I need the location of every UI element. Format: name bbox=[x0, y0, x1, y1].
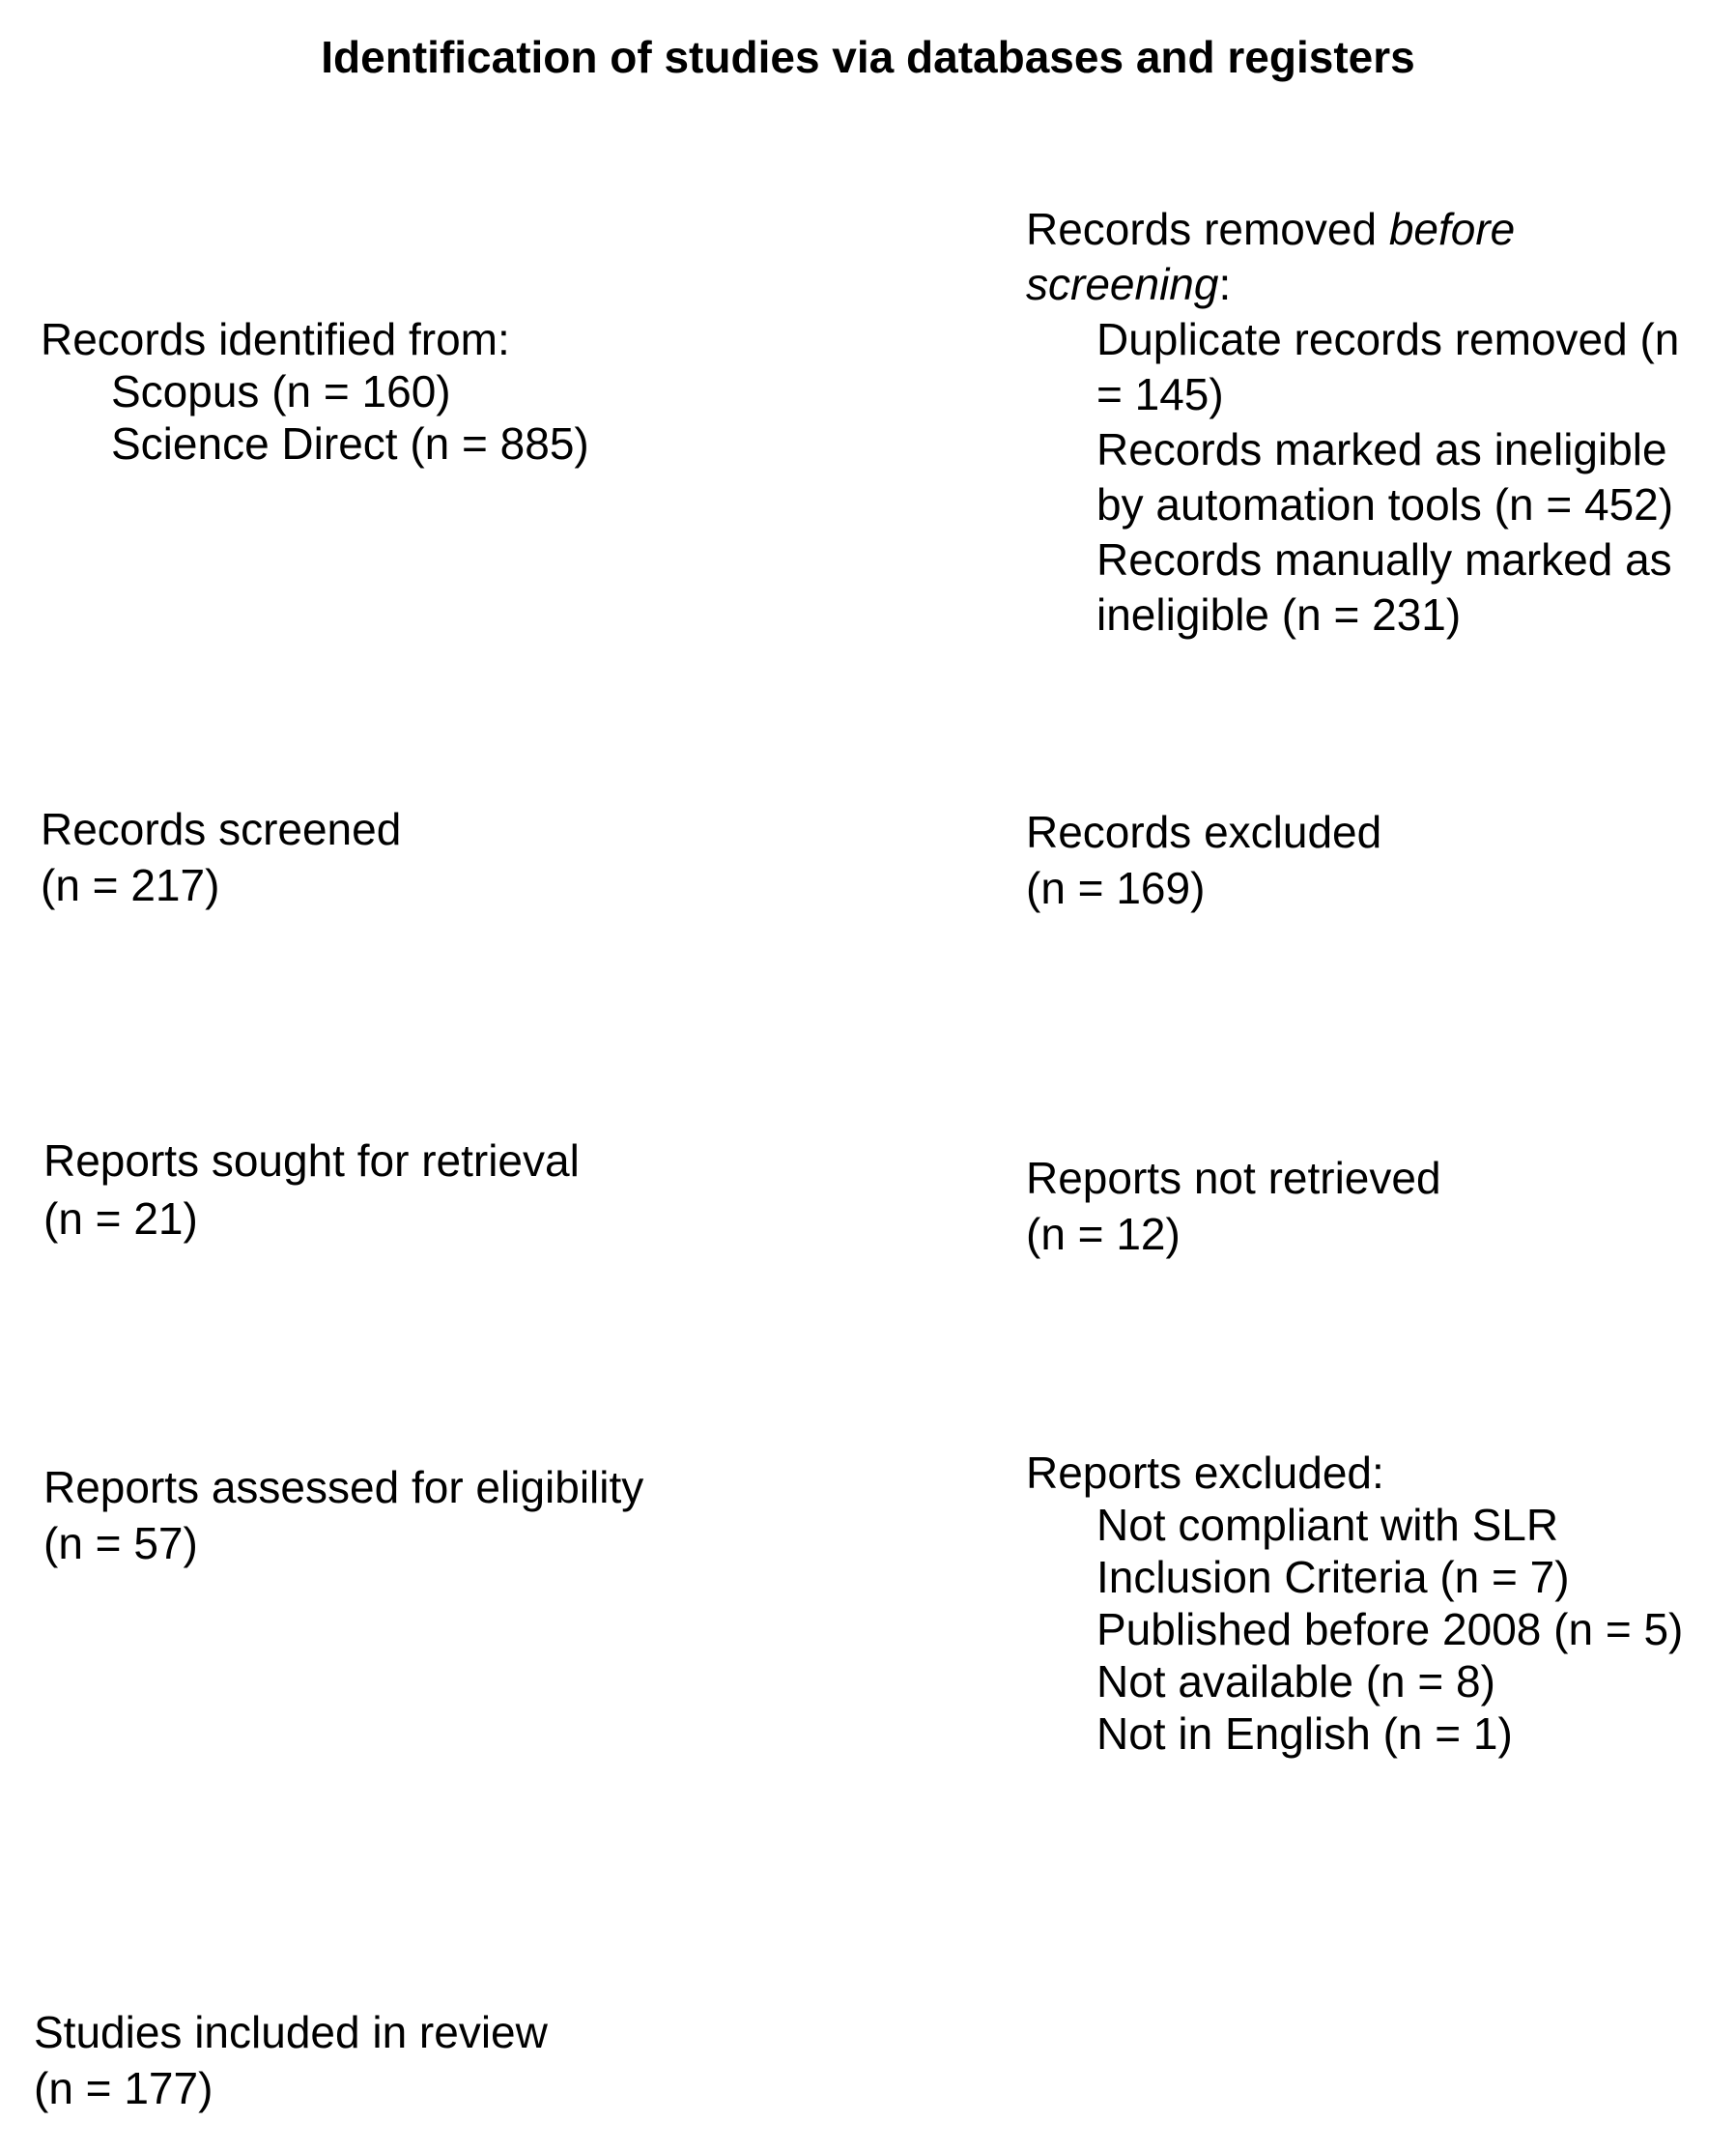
reports-sought-label: Reports sought for retrieval bbox=[43, 1135, 580, 1186]
reports-excluded-item-slr-line1: Not compliant with SLR bbox=[1096, 1500, 1559, 1550]
records-removed-item-manual-line1: Records manually marked as bbox=[1096, 534, 1672, 585]
records-removed-item-duplicate-line1: Duplicate records removed (n bbox=[1096, 314, 1680, 364]
records-removed-heading-line2: screening: bbox=[1026, 259, 1232, 309]
records-excluded-box bbox=[1026, 804, 1381, 916]
records-identified-box bbox=[41, 313, 589, 470]
reports-not-retrieved-count: (n = 12) bbox=[1026, 1209, 1181, 1259]
studies-included-label: Studies included in review bbox=[34, 2007, 548, 2057]
reports-excluded-heading: Reports excluded: bbox=[1026, 1448, 1384, 1498]
studies-included-box bbox=[34, 2004, 548, 2116]
records-removed-before-italic: before bbox=[1388, 204, 1516, 254]
records-identified-item-scopus: Scopus (n = 160) bbox=[111, 366, 451, 416]
records-identified-item-sciencedirect: Science Direct (n = 885) bbox=[111, 418, 589, 469]
records-excluded-label: Records excluded bbox=[1026, 807, 1382, 857]
reports-sought-box bbox=[43, 1132, 580, 1248]
records-removed-box bbox=[1026, 202, 1679, 643]
reports-sought-count: (n = 21) bbox=[43, 1193, 198, 1244]
records-removed-screening-italic: screening bbox=[1026, 259, 1219, 309]
records-removed-item-automation-line2: by automation tools (n = 452) bbox=[1096, 479, 1674, 530]
records-screened-label: Records screened bbox=[41, 804, 402, 854]
records-removed-item-manual-line2: ineligible (n = 231) bbox=[1096, 589, 1462, 640]
reports-assessed-count: (n = 57) bbox=[43, 1518, 198, 1568]
reports-excluded-box bbox=[1026, 1447, 1683, 1760]
reports-assessed-box bbox=[43, 1459, 643, 1571]
records-screened-count: (n = 217) bbox=[41, 860, 220, 910]
records-identified-heading: Records identified from: bbox=[41, 314, 510, 364]
reports-excluded-item-before2008: Published before 2008 (n = 5) bbox=[1096, 1604, 1684, 1654]
reports-excluded-item-slr-line2: Inclusion Criteria (n = 7) bbox=[1096, 1552, 1570, 1602]
reports-assessed-label: Reports assessed for eligibility bbox=[43, 1462, 644, 1512]
records-removed-item-duplicate-line2: = 145) bbox=[1096, 369, 1224, 419]
reports-not-retrieved-label: Reports not retrieved bbox=[1026, 1153, 1441, 1203]
reports-excluded-item-not-available: Not available (n = 8) bbox=[1096, 1656, 1495, 1706]
records-screened-box bbox=[41, 801, 401, 913]
reports-not-retrieved-box bbox=[1026, 1150, 1441, 1262]
reports-excluded-item-not-english: Not in English (n = 1) bbox=[1096, 1708, 1513, 1759]
records-removed-heading-line1: Records removed before bbox=[1026, 204, 1516, 254]
records-removed-item-automation-line1: Records marked as ineligible bbox=[1096, 424, 1667, 474]
studies-included-count: (n = 177) bbox=[34, 2063, 213, 2113]
diagram-title: Identification of studies via databases and registers bbox=[321, 32, 1415, 82]
records-excluded-count: (n = 169) bbox=[1026, 863, 1206, 913]
